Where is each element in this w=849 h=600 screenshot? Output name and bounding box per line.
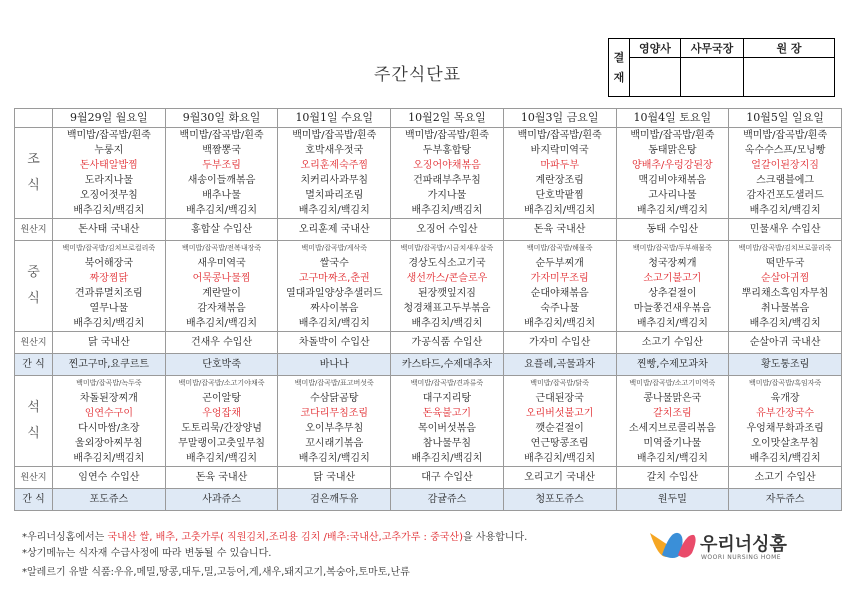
menu-item-rice: 백미밥/잡곡밥/게삭죽 bbox=[301, 244, 368, 252]
menu-item-rice: 백미밥/잡곡밥/해물죽 bbox=[526, 244, 593, 252]
breakfast-cell bbox=[278, 128, 391, 219]
menu-item: 고사리나물 bbox=[648, 190, 697, 201]
approval-head-director: 원 장 bbox=[744, 39, 835, 58]
header-row bbox=[15, 109, 842, 128]
breakfast-row bbox=[15, 128, 842, 219]
menu-item-rice: 백미밥/잡곡밥/소고기야채죽 bbox=[178, 379, 265, 387]
menu-item: 북어해장국 bbox=[84, 258, 133, 269]
day-header: 9월30일 화요일 bbox=[165, 109, 278, 128]
weekly-menu-table bbox=[14, 108, 842, 511]
menu-item: 백미밥/잡곡밥/흰죽 bbox=[517, 130, 602, 141]
menu-item: 육개장 bbox=[770, 393, 800, 404]
menu-item: 참나물무침 bbox=[422, 438, 472, 449]
snack-cell: 사과쥬스 bbox=[165, 489, 278, 511]
snack-cell: 찐빵,수제모과차 bbox=[616, 354, 729, 376]
menu-item: 대구지리탕 bbox=[422, 393, 472, 404]
lunch-cell bbox=[616, 241, 729, 332]
note-text: *우리너싱홈에서는 bbox=[22, 532, 108, 543]
menu-item: 배추김치/백김치 bbox=[186, 318, 258, 329]
dinner-cell bbox=[729, 376, 842, 467]
origin-cell: 갈치 수입산 bbox=[616, 467, 729, 489]
menu-item: 치커리사과무침 bbox=[300, 175, 369, 186]
menu-item: 오징어야채볶음 bbox=[413, 160, 481, 171]
dinner-origin-row bbox=[15, 467, 842, 489]
snack-cell: 원두밀 bbox=[616, 489, 729, 511]
menu-item: 목이버섯볶음 bbox=[417, 423, 476, 434]
menu-item: 양배추/우렁강된장 bbox=[632, 160, 713, 171]
menu-item: 소고기불고기 bbox=[643, 273, 702, 284]
menu-item: 가지나물 bbox=[427, 190, 467, 201]
menu-item: 돈육불고기 bbox=[422, 408, 472, 419]
menu-item: 가자미무조림 bbox=[530, 273, 589, 284]
menu-item: 맥김비야채볶음 bbox=[638, 175, 707, 186]
dinner-cell bbox=[53, 376, 166, 467]
lunch-origin-row bbox=[15, 332, 842, 354]
breakfast-cell bbox=[729, 128, 842, 219]
menu-item: 오리버섯불고기 bbox=[525, 408, 594, 419]
menu-item: 백짬뽕국 bbox=[202, 145, 241, 156]
menu-item: 청경채표고두부볶음 bbox=[403, 303, 491, 314]
origin-cell: 오리훈제 국내산 bbox=[278, 219, 391, 241]
snack-cell: 바나나 bbox=[278, 354, 391, 376]
approval-label: 결 재 bbox=[609, 39, 630, 97]
breakfast-origin-row bbox=[15, 219, 842, 241]
menu-item: 쌀국수 bbox=[319, 258, 349, 269]
origin-cell: 돈육 국내산 bbox=[503, 219, 616, 241]
menu-item-rice: 백미밥/잡곡밥/전복내장죽 bbox=[182, 244, 262, 252]
origin-cell: 건새우 수입산 bbox=[165, 332, 278, 354]
origin-cell: 소고기 수입산 bbox=[729, 467, 842, 489]
menu-item: 배추김치/백김치 bbox=[298, 205, 370, 216]
menu-item: 우엉채무화과조림 bbox=[746, 423, 824, 434]
menu-item: 도토리묵/간장양념 bbox=[181, 423, 262, 434]
menu-item: 어묵콩나물찜 bbox=[192, 273, 251, 284]
menu-item-rice: 백미밥/잡곡밥/흑임자죽 bbox=[748, 379, 822, 387]
origin-label: 원산지 bbox=[15, 467, 53, 489]
lunch-cell bbox=[278, 241, 391, 332]
menu-item: 꼬시래기볶음 bbox=[305, 438, 364, 449]
snack-cell: 감귤쥬스 bbox=[391, 489, 504, 511]
snack-cell: 카스타드,수제대추차 bbox=[391, 354, 504, 376]
menu-item: 오이맛살초무침 bbox=[751, 438, 819, 449]
origin-cell: 가자미 수입산 bbox=[503, 332, 616, 354]
snack-cell: 청포도쥬스 bbox=[503, 489, 616, 511]
lunch-cell bbox=[165, 241, 278, 332]
origin-cell: 동태 수입산 bbox=[616, 219, 729, 241]
note-allergy: *알레르기 유발 식품:우유,메밀,땅콩,대두,밀,고등어,게,새우,돼지고기,복숭아,토마토,난류 bbox=[22, 567, 410, 578]
menu-item: 계란말이 bbox=[202, 288, 241, 299]
note-rice-origin bbox=[22, 528, 527, 543]
menu-item: 멸치파리조림 bbox=[305, 190, 364, 201]
breakfast-cell bbox=[165, 128, 278, 219]
menu-item: 취나물볶음 bbox=[760, 303, 810, 314]
menu-item: 상추겉절이 bbox=[648, 288, 697, 299]
menu-item: 코다리무침조림 bbox=[300, 408, 369, 419]
menu-item: 새우미역국 bbox=[197, 258, 246, 269]
menu-item: 수삼닭곰탕 bbox=[310, 393, 359, 404]
menu-item-rice: 백미밥/잡곡밥/김치브로컬리죽 bbox=[62, 244, 156, 252]
origin-label: 원산지 bbox=[15, 219, 53, 241]
snack-label: 간 식 bbox=[15, 489, 53, 511]
breakfast-cell bbox=[391, 128, 504, 219]
menu-item: 숙주나물 bbox=[540, 303, 579, 314]
menu-item: 백미밥/잡곡밥/흰죽 bbox=[66, 130, 151, 141]
menu-item: 배추김치/백김치 bbox=[73, 453, 145, 464]
menu-item: 마늘쫑건새우볶음 bbox=[633, 303, 711, 314]
menu-item: 배추나물 bbox=[202, 190, 241, 201]
menu-item-rice: 백미밥/잡곡밥/표고버섯죽 bbox=[294, 379, 374, 387]
menu-item: 무말랭이고춧잎무침 bbox=[178, 438, 266, 449]
origin-cell: 임연수 수입산 bbox=[53, 467, 166, 489]
origin-cell: 소고기 수입산 bbox=[616, 332, 729, 354]
menu-item: 생선까스/콘슬로우 bbox=[406, 273, 488, 284]
dinner-cell bbox=[616, 376, 729, 467]
menu-item: 배추김치/백김치 bbox=[411, 318, 483, 329]
menu-item: 마파두부 bbox=[540, 160, 579, 171]
menu-item-rice: 백미밥/잡곡밥/녹두죽 bbox=[76, 379, 142, 387]
menu-item: 옥수수스프/모닝빵 bbox=[744, 145, 826, 156]
origin-cell: 민물새우 수입산 bbox=[729, 219, 842, 241]
snack-row-2 bbox=[15, 489, 842, 511]
note-menu-change: *상기메뉴는 식자재 수급사정에 따라 변동될 수 있습니다. bbox=[22, 548, 272, 559]
snack-cell: 찐고구마,요쿠르트 bbox=[53, 354, 166, 376]
menu-item: 순살아귀찜 bbox=[760, 273, 810, 284]
approval-sign-manager[interactable] bbox=[681, 58, 744, 97]
menu-item: 도라지나물 bbox=[84, 175, 133, 186]
menu-item: 고구마짜조,춘권 bbox=[298, 273, 370, 284]
approval-box bbox=[608, 38, 835, 97]
lunch-cell bbox=[503, 241, 616, 332]
origin-cell: 차돌박이 수입산 bbox=[278, 332, 391, 354]
snack-cell: 검은깨두유 bbox=[278, 489, 391, 511]
menu-item: 배추김치/백김치 bbox=[73, 205, 145, 216]
day-header: 10월2일 목요일 bbox=[391, 109, 504, 128]
day-header: 10월4일 토요일 bbox=[616, 109, 729, 128]
menu-item: 배추김치/백김치 bbox=[636, 453, 708, 464]
menu-item-rice: 백미밥/잡곡밥/시금치새우살죽 bbox=[400, 244, 494, 252]
menu-item: 감자건포도샐러드 bbox=[746, 190, 824, 201]
dinner-cell bbox=[165, 376, 278, 467]
dinner-label: 석 식 bbox=[15, 376, 53, 467]
snack-cell: 단호박죽 bbox=[165, 354, 278, 376]
menu-item-rice: 백미밥/잡곡밥/김치브로콜리죽 bbox=[738, 244, 832, 252]
menu-item: 된장깻잎지짐 bbox=[417, 288, 476, 299]
menu-item: 오징어젓무침 bbox=[79, 190, 138, 201]
menu-item: 배추김치/백김치 bbox=[749, 205, 821, 216]
menu-item: 두부조림 bbox=[202, 160, 241, 171]
page-title: 주간식단표 bbox=[374, 65, 462, 85]
menu-item: 누룽지 bbox=[94, 145, 124, 156]
menu-item: 배추김치/백김치 bbox=[524, 205, 596, 216]
menu-item: 단호박팥찜 bbox=[535, 190, 584, 201]
origin-cell: 돈사태 국내산 bbox=[53, 219, 166, 241]
origin-cell: 오징어 수입산 bbox=[391, 219, 504, 241]
day-header: 10월5일 일요일 bbox=[729, 109, 842, 128]
menu-item: 배추김치/백김치 bbox=[524, 318, 596, 329]
menu-item: 차돌된장찌개 bbox=[79, 393, 138, 404]
menu-item-rice: 백미밥/잡곡밥/견과류죽 bbox=[410, 379, 484, 387]
breakfast-label: 조 식 bbox=[15, 128, 53, 219]
menu-item-rice: 백미밥/잡곡밥/두부해물죽 bbox=[632, 244, 712, 252]
menu-item: 짜사이볶음 bbox=[310, 303, 359, 314]
dinner-cell bbox=[278, 376, 391, 467]
menu-item: 임연수구이 bbox=[84, 408, 133, 419]
menu-item: 오이부추무침 bbox=[305, 423, 364, 434]
note-origin-highlight: 국내산 쌀, 배추, 고춧가루( 직원김치,조리용 김치 /배추:국내산,고추가루 : 중국산) bbox=[107, 532, 463, 543]
approval-head-manager: 사무국장 bbox=[681, 39, 744, 58]
menu-item: 열대과일양상추샐러드 bbox=[285, 288, 383, 299]
dinner-row bbox=[15, 376, 842, 467]
menu-item: 배추김치/백김치 bbox=[298, 453, 370, 464]
menu-item: 우엉잡채 bbox=[202, 408, 241, 419]
menu-item: 콩나물맑은국 bbox=[643, 393, 702, 404]
menu-item: 경상도식소고기국 bbox=[408, 258, 486, 269]
origin-cell: 가공식품 수입산 bbox=[391, 332, 504, 354]
menu-item-rice: 백미밥/잡곡밥/닭죽 bbox=[530, 379, 590, 387]
menu-item: 곤이알탕 bbox=[202, 393, 241, 404]
menu-item: 짜장찜닭 bbox=[89, 273, 129, 284]
menu-item: 청국장찌개 bbox=[648, 258, 697, 269]
menu-item: 배추김치/백김치 bbox=[298, 318, 370, 329]
origin-cell: 대구 수입산 bbox=[391, 467, 504, 489]
origin-cell: 닭 국내산 bbox=[278, 467, 391, 489]
menu-item: 순대야채볶음 bbox=[530, 288, 589, 299]
note-text-end: 을 사용합니다. bbox=[462, 532, 528, 543]
origin-cell: 홍합살 수입산 bbox=[165, 219, 278, 241]
menu-item-rice: 백미밥/잡곡밥/소고기미역죽 bbox=[629, 379, 716, 387]
menu-item: 갈치조림 bbox=[653, 408, 692, 419]
menu-item: 새송이들깨볶음 bbox=[187, 175, 256, 186]
snack-cell: 황도통조림 bbox=[729, 354, 842, 376]
approval-head-nutritionist: 영양사 bbox=[630, 39, 681, 58]
breakfast-cell bbox=[503, 128, 616, 219]
day-header: 9월29일 월요일 bbox=[53, 109, 166, 128]
corner-cell bbox=[15, 109, 53, 128]
menu-item: 배추김치/백김치 bbox=[411, 205, 483, 216]
menu-item: 얼갈이된장지짐 bbox=[751, 160, 819, 171]
origin-cell: 순살아귀 국내산 bbox=[729, 332, 842, 354]
menu-item: 깻순겉절이 bbox=[535, 423, 584, 434]
day-header: 10월3일 금요일 bbox=[503, 109, 616, 128]
logo-name: 우리너싱홈 bbox=[700, 534, 787, 555]
menu-item: 배추김치/백김치 bbox=[636, 318, 708, 329]
menu-item: 호박새우젓국 bbox=[305, 145, 364, 156]
menu-item: 배추김치/백김치 bbox=[411, 453, 483, 464]
menu-item: 배추김치/백김치 bbox=[73, 318, 145, 329]
menu-item: 순두부찌개 bbox=[535, 258, 584, 269]
lunch-cell bbox=[729, 241, 842, 332]
menu-item: 열무나물 bbox=[89, 303, 129, 314]
menu-item: 두부홍합탕 bbox=[422, 145, 472, 156]
menu-item: 배추김치/백김치 bbox=[749, 318, 821, 329]
breakfast-cell bbox=[53, 128, 166, 219]
snack-cell: 포도쥬스 bbox=[53, 489, 166, 511]
menu-item: 감자채볶음 bbox=[197, 303, 246, 314]
day-header: 10월1일 수요일 bbox=[278, 109, 391, 128]
menu-item: 오리훈제숙주찜 bbox=[300, 160, 369, 171]
dinner-cell bbox=[391, 376, 504, 467]
lunch-cell bbox=[53, 241, 166, 332]
snack-cell: 자두쥬스 bbox=[729, 489, 842, 511]
menu-item: 울외장아찌무침 bbox=[75, 438, 143, 449]
menu-item: 백미밥/잡곡밥/흰죽 bbox=[630, 130, 715, 141]
menu-item: 스크램블에그 bbox=[756, 175, 815, 186]
menu-item: 백미밥/잡곡밥/흰죽 bbox=[292, 130, 377, 141]
approval-sign-nutritionist[interactable] bbox=[630, 58, 681, 97]
menu-item: 유부간장국수 bbox=[756, 408, 815, 419]
menu-item: 배추김치/백김치 bbox=[749, 453, 821, 464]
menu-item: 백미밥/잡곡밥/흰죽 bbox=[743, 130, 828, 141]
menu-item: 동태맑은탕 bbox=[648, 145, 697, 156]
origin-cell: 돈육 국내산 bbox=[165, 467, 278, 489]
menu-item: 배추김치/백김치 bbox=[186, 453, 258, 464]
menu-item: 견과류멸치조림 bbox=[75, 288, 143, 299]
menu-item: 바지락미역국 bbox=[530, 145, 589, 156]
menu-item: 돈사태알밥찜 bbox=[79, 160, 138, 171]
menu-item: 배추김치/백김치 bbox=[636, 205, 708, 216]
menu-item: 백미밥/잡곡밥/흰죽 bbox=[179, 130, 264, 141]
menu-item: 뿌리채소흑임자무침 bbox=[741, 288, 829, 299]
menu-item: 연근땅콩조림 bbox=[530, 438, 589, 449]
menu-item: 계란장조림 bbox=[535, 175, 584, 186]
logo-subtitle: WOORI NURSING HOME bbox=[701, 554, 782, 561]
menu-item: 미역줄기나물 bbox=[643, 438, 702, 449]
origin-cell: 닭 국내산 bbox=[53, 332, 166, 354]
snack-row-1 bbox=[15, 354, 842, 376]
snack-cell: 요플레,곡물과자 bbox=[503, 354, 616, 376]
origin-cell: 오리고기 국내산 bbox=[503, 467, 616, 489]
lunch-row bbox=[15, 241, 842, 332]
origin-label: 원산지 bbox=[15, 332, 53, 354]
menu-item: 소세지브로콜리볶음 bbox=[628, 423, 716, 434]
menu-item: 백미밥/잡곡밥/흰죽 bbox=[404, 130, 489, 141]
dinner-cell bbox=[503, 376, 616, 467]
snack-label: 간 식 bbox=[15, 354, 53, 376]
approval-sign-director[interactable] bbox=[744, 58, 835, 97]
breakfast-cell bbox=[616, 128, 729, 219]
menu-item: 건파래부추무침 bbox=[413, 175, 481, 186]
menu-item: 배추김치/백김치 bbox=[186, 205, 258, 216]
menu-item: 다시마쌈/초장 bbox=[78, 423, 140, 434]
lunch-cell bbox=[391, 241, 504, 332]
menu-item: 떡만두국 bbox=[765, 258, 805, 269]
menu-item: 배추김치/백김치 bbox=[524, 453, 596, 464]
menu-item: 근대된장국 bbox=[535, 393, 584, 404]
lunch-label: 중 식 bbox=[15, 241, 53, 332]
